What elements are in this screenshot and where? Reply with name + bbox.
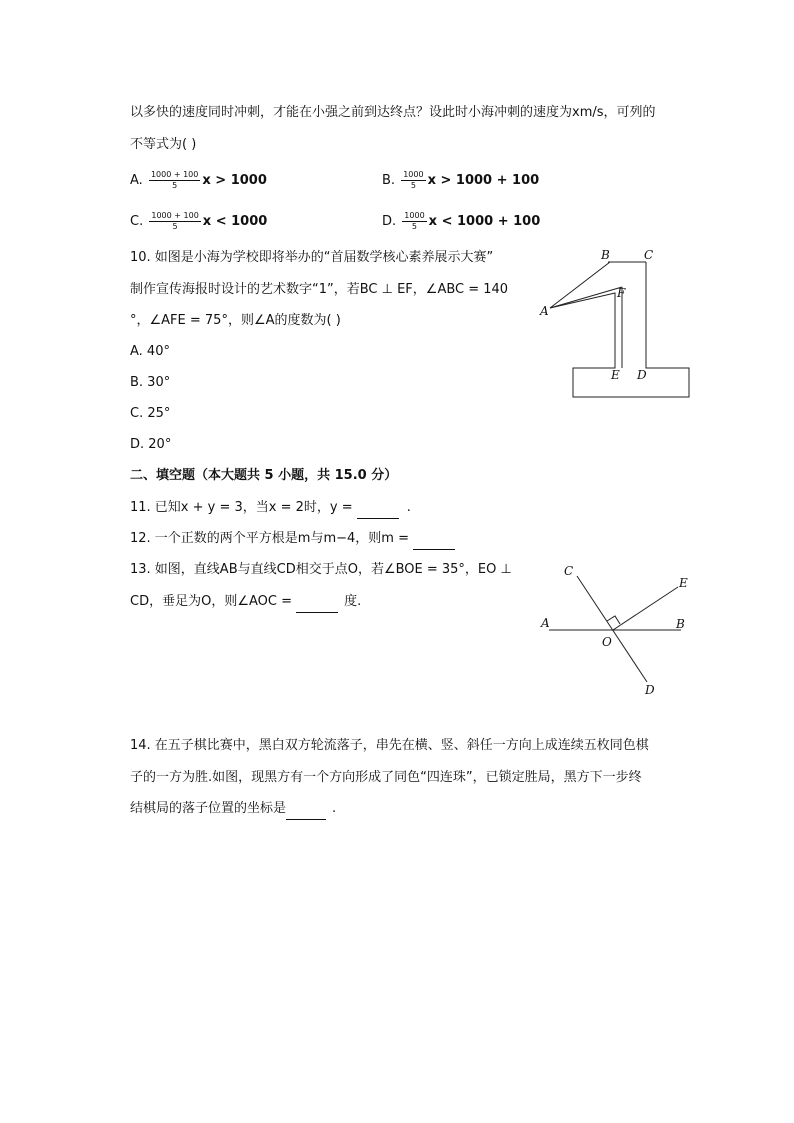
q10-line2: 制作宣传海报时设计的艺术数字“1”，若BC ⊥ EF，∠ABC = 140 (130, 282, 509, 297)
q10-option-a: A. 40° (130, 344, 170, 359)
q14-text: 结棋局的落子位置的坐标是 (130, 801, 287, 816)
figure-label-b: B (676, 617, 685, 631)
figure-label-d: D (645, 683, 655, 697)
q10-figure (530, 245, 700, 405)
q10-line3: °，∠AFE = 75°，则∠A的度数为( ) (130, 313, 341, 328)
figure-label-f: F (617, 286, 626, 300)
q13-line2 (130, 592, 361, 613)
q13-answer-blank[interactable] (296, 592, 338, 613)
q14-line3 (130, 799, 336, 820)
q12-line (130, 529, 455, 550)
q14-line1: 14. 在五子棋比赛中，黑白双方轮流落子，串先在横、竖、斜任一方向上成连续五枚同色棋 (130, 738, 649, 753)
q9-option-b-fraction (401, 170, 425, 191)
figure-ray-oe (613, 587, 678, 630)
frac-denominator: 5 (172, 222, 178, 231)
q11-text: 11. 已知x + y = 3，当x = 2时，y = (130, 500, 357, 515)
q9-line1: 以多快的速度同时冲刺，才能在小强之前到达终点？设此时小海冲刺的速度为xm/s，可列的 (130, 105, 656, 120)
frac-numerator: 1000 (404, 211, 425, 220)
figure-label-e: E (611, 368, 620, 382)
frac-denominator: 5 (172, 181, 178, 190)
frac-numerator: 1000 + 100 (150, 170, 199, 179)
figure-label-c: C (644, 248, 654, 262)
q9-line2: 不等式为( ) (130, 137, 197, 152)
q9-option-b-tail: x > 1000 + 100 (427, 173, 540, 188)
figure-right-angle-mark (607, 616, 620, 624)
figure-one-seg-af (550, 287, 622, 308)
q9-option-d (382, 211, 540, 232)
figure-label-e: E (679, 576, 688, 590)
q9-option-b-label: B. (382, 173, 396, 188)
q13-figure (535, 560, 705, 705)
frac-numerator: 1000 + 100 (151, 211, 199, 220)
q9-option-d-label: D. (382, 214, 397, 229)
figure-label-a: A (541, 616, 550, 630)
q9-option-c (130, 211, 267, 232)
q14-line2: 子的一方为胜.如图，现黑方有一个方向形成了同色“四连珠”，已锁定胜局，黑方下一步终 (130, 770, 642, 785)
q11-answer-blank[interactable] (357, 498, 399, 519)
figure-label-d: D (637, 368, 647, 382)
figure-label-a: A (540, 304, 549, 318)
figure-label-c: C (564, 564, 574, 578)
q9-option-d-tail: x < 1000 + 100 (428, 214, 541, 229)
q13-text: CD，垂足为O，则∠AOC = (130, 594, 297, 609)
q10-option-d: D. 20° (130, 437, 172, 452)
q9-option-d-fraction (402, 211, 426, 232)
q9-option-a-label: A. (130, 173, 143, 188)
frac-numerator: 1000 (403, 170, 424, 179)
q9-option-a (130, 170, 267, 191)
q9-option-c-tail: x < 1000 (202, 214, 268, 229)
q11-line (130, 498, 411, 519)
figure-label-o: O (602, 635, 612, 649)
q9-option-c-label: C. (130, 214, 144, 229)
q10-option-b: B. 30° (130, 375, 171, 390)
q9-option-b (382, 170, 539, 191)
q12-text: 12. 一个正数的两个平方根是m与m−4，则m = (130, 531, 414, 546)
q10-line1: 10. 如图是小海为学校即将举办的“首届数学核心素养展示大赛” (130, 250, 494, 265)
q14-answer-blank[interactable] (286, 799, 326, 820)
q14-tail: . (332, 801, 337, 816)
q9-option-a-tail: x > 1000 (202, 173, 267, 188)
q12-answer-blank[interactable] (413, 529, 455, 550)
q13-unit: 度. (344, 594, 362, 609)
q10-option-c: C. 25° (130, 406, 171, 421)
q9-option-a-fraction (149, 170, 200, 191)
q11-tail: . (406, 500, 411, 515)
section-2-title: 二、填空题（本大题共 5 小题，共 15.0 分） (130, 468, 398, 483)
q9-option-c-fraction (149, 211, 200, 232)
frac-denominator: 5 (410, 181, 416, 190)
frac-denominator: 5 (411, 222, 418, 231)
q13-line1: 13. 如图，直线AB与直线CD相交于点O，若∠BOE = 35°，EO ⊥ (130, 562, 512, 577)
figure-label-b: B (601, 248, 610, 262)
figure-line-cd (577, 576, 647, 682)
